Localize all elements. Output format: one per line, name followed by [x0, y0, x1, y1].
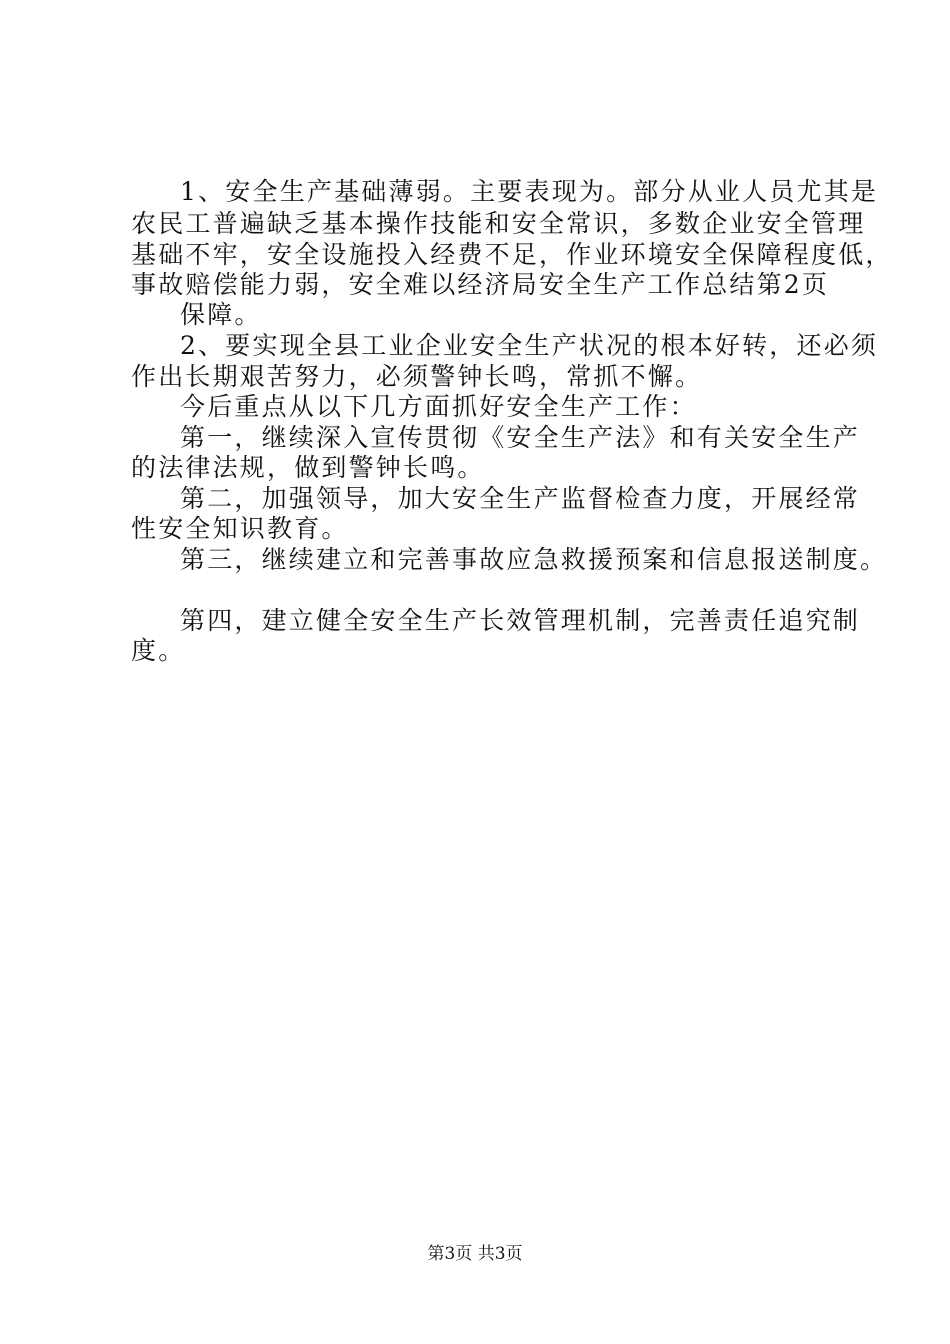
- paragraph-3-line-2: 作出长期艰苦努力，必须警钟长鸣，常抓不懈。: [131, 362, 703, 391]
- paragraph-1-line-1: 1、安全生产基础薄弱。主要表现为。部分从业人员尤其是: [180, 177, 879, 206]
- paragraph-8-line-1: 第四，建立健全安全生产长效管理机制，完善责任追究制: [180, 606, 861, 635]
- page-number-footer: 第3页 共3页: [427, 1244, 523, 1264]
- paragraph-6-line-1: 第二，加强领导，加大安全生产监督检查力度，开展经常: [180, 484, 861, 513]
- paragraph-1-line-2: 农民工普遍缺乏基本操作技能和安全常识，多数企业安全管理: [131, 209, 866, 238]
- paragraph-3-line-1: 2、要实现全县工业企业安全生产状况的根本好转，还必须: [180, 331, 879, 360]
- paragraph-5-line-1: 第一，继续深入宣传贯彻《安全生产法》和有关安全生产: [180, 423, 861, 452]
- paragraph-8-line-2: 度。: [131, 636, 186, 665]
- paragraph-2-line-1: 保障。: [180, 300, 262, 329]
- paragraph-4-line-1: 今后重点从以下几方面抓好安全生产工作：: [180, 392, 697, 421]
- paragraph-7-line-1: 第三，继续建立和完善事故应急救援预案和信息报送制度。: [180, 545, 888, 574]
- paragraph-1-line-3: 基础不牢，安全设施投入经费不足，作业环境安全保障程度低，: [131, 240, 893, 269]
- paragraph-5-line-2: 的法律法规，做到警钟长鸣。: [131, 453, 485, 482]
- paragraph-6-line-2: 性安全知识教育。: [131, 514, 349, 543]
- paragraph-1-line-4: 事故赔偿能力弱，安全难以经济局安全生产工作总结第2页: [131, 270, 830, 299]
